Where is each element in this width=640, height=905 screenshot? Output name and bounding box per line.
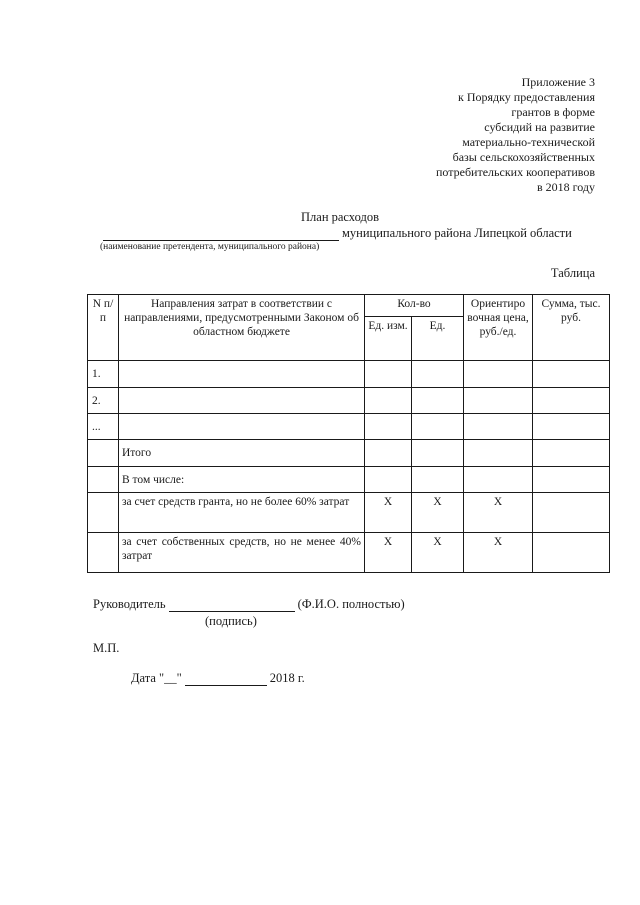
date-suffix: 2018 г.: [269, 671, 305, 685]
region-suffix: муниципального района Липецкой области: [342, 226, 572, 240]
cell-num: [88, 467, 119, 493]
applicant-line: [103, 226, 572, 241]
header-direction: Направления затрат в соответствии с направлениями, предусмотренными Законом об областном бюджете: [119, 295, 365, 361]
cell-sum: [533, 388, 610, 414]
header-num: N п/п: [88, 295, 119, 361]
cell-direction: за счет средств гранта, но не более 60% затрат: [119, 493, 365, 533]
cell-unit: [365, 414, 412, 440]
table-row-grant: [88, 493, 610, 533]
cost-table: [87, 294, 610, 573]
date-line: [131, 671, 305, 686]
cell-price: X: [464, 493, 533, 533]
head-label: Руководитель: [93, 597, 166, 611]
plan-title: План расходов: [301, 210, 379, 224]
cell-sum: [533, 361, 610, 388]
cell-num: 1.: [88, 361, 119, 388]
table-row-total: [88, 440, 610, 467]
table-row: [88, 414, 610, 440]
name-hint: (Ф.И.О. полностью): [297, 597, 405, 611]
header-sum: Сумма, тыс. руб.: [533, 295, 610, 361]
cell-unit: [365, 361, 412, 388]
cell-direction: [119, 414, 365, 440]
table-row-including: [88, 467, 610, 493]
cell-price: [464, 414, 533, 440]
cell-count: [412, 467, 464, 493]
cell-count: [412, 388, 464, 414]
cell-num: 2.: [88, 388, 119, 414]
cell-num: ...: [88, 414, 119, 440]
cell-unit: [365, 440, 412, 467]
table-row: [88, 361, 610, 388]
appendix-line: в 2018 году: [536, 180, 595, 194]
cell-sum: [533, 533, 610, 573]
cell-count: [412, 361, 464, 388]
applicant-blank: [103, 227, 339, 241]
cell-count: [412, 414, 464, 440]
cell-direction: [119, 388, 365, 414]
cell-direction: за счет собственных средств, но не менее 40% затрат: [119, 533, 365, 573]
signature-caption: (подпись): [205, 614, 257, 628]
signature-line: [93, 597, 405, 612]
date-blank: [185, 672, 267, 686]
cell-direction: В том числе:: [119, 467, 365, 493]
table-row: [88, 388, 610, 414]
appendix-line: материально-технической: [462, 135, 595, 149]
appendix-line: потребительских кооперативов: [435, 165, 595, 179]
cell-price: [464, 467, 533, 493]
header-unit: Ед. изм.: [365, 317, 412, 361]
cell-unit: X: [365, 533, 412, 573]
cell-sum: [533, 493, 610, 533]
header-qty: Кол-во: [365, 295, 464, 317]
header-price: Ориентиро вочная цена, руб./ед.: [464, 295, 533, 361]
date-prefix: Дата "__": [131, 671, 182, 685]
cell-unit: X: [365, 493, 412, 533]
cell-sum: [533, 467, 610, 493]
appendix-line: к Порядку предоставления: [457, 90, 595, 104]
applicant-caption: (наименование претендента, муниципального района): [100, 242, 320, 252]
table-label: Таблица: [550, 266, 595, 280]
appendix-line: грантов в форме: [511, 105, 595, 119]
cell-direction: Итого: [119, 440, 365, 467]
cell-num: [88, 440, 119, 467]
cell-unit: [365, 467, 412, 493]
appendix-line: субсидий на развитие: [484, 120, 595, 134]
cell-price: [464, 361, 533, 388]
cell-count: X: [412, 533, 464, 573]
cell-unit: [365, 388, 412, 414]
signature-blank: [169, 598, 295, 612]
appendix-line: базы сельскохозяйственных: [452, 150, 595, 164]
cell-sum: [533, 414, 610, 440]
cell-num: [88, 533, 119, 573]
cell-price: X: [464, 533, 533, 573]
stamp-label: М.П.: [93, 641, 120, 655]
appendix-block: [335, 75, 595, 195]
cell-sum: [533, 440, 610, 467]
cell-direction: [119, 361, 365, 388]
cell-price: [464, 388, 533, 414]
cell-count: X: [412, 493, 464, 533]
cell-price: [464, 440, 533, 467]
cell-count: [412, 440, 464, 467]
header-count: Ед.: [412, 317, 464, 361]
appendix-line: Приложение 3: [521, 75, 595, 89]
table-row-own-funds: [88, 533, 610, 573]
cell-num: [88, 493, 119, 533]
